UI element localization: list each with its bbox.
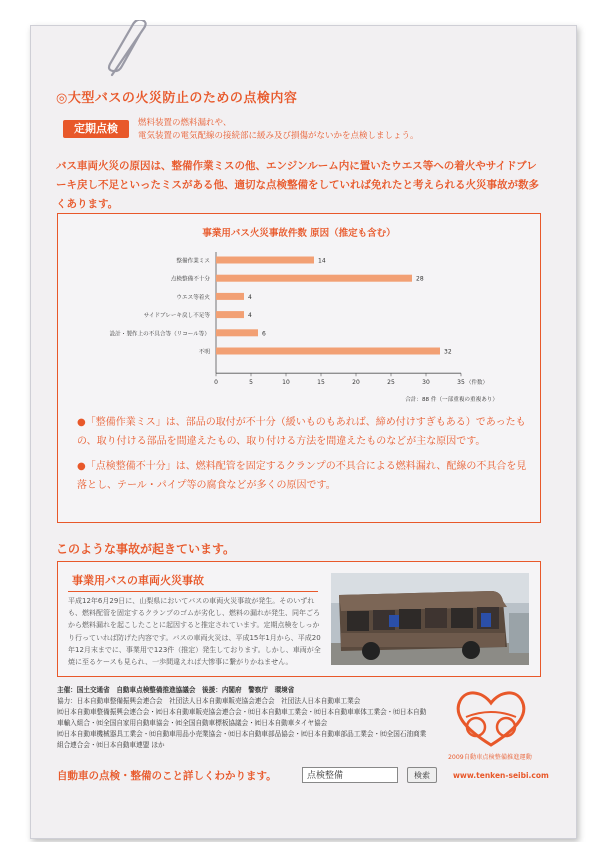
accident-title: 事業用バスの車両火災事故 xyxy=(72,574,204,587)
accident-box xyxy=(57,561,541,677)
note-maintenance-error: ●「整備作業ミス」は、部品の取付が不十分（緩いものもあれば、締め付けすぎもある）であったもの、取り付ける部品を間違えたもの、取り付ける方法を間違えたものなどが主な原因です。 xyxy=(77,417,526,447)
data-label: 4 xyxy=(248,312,252,320)
data-label: 28 xyxy=(416,275,424,283)
search-input[interactable]: 点検整備 xyxy=(302,767,398,783)
x-tick-label: 15 xyxy=(317,379,325,387)
category-label: 設計・製作上の不具合等（リコール等） xyxy=(109,331,210,338)
periodic-inspection-badge: 定期点検 xyxy=(63,120,129,138)
bar xyxy=(216,275,412,282)
paper-clip-icon xyxy=(104,20,154,80)
x-tick-label: 20 xyxy=(352,379,360,387)
category-label: ウエス等着火 xyxy=(176,294,210,301)
credits xyxy=(57,685,427,751)
x-tick-label: 10 xyxy=(282,379,290,387)
data-label: 14 xyxy=(318,257,326,265)
x-axis-unit: （件数） xyxy=(465,380,489,387)
burned-bus-photo xyxy=(331,573,529,665)
page-heading: ◎大型バスの火災防止のための点検内容 xyxy=(56,91,298,106)
category-label: 点検整備不十分 xyxy=(170,276,210,283)
campaign-name: 2009自動車点検整備推進運動 xyxy=(448,754,532,761)
bar xyxy=(216,311,244,318)
inspection-description xyxy=(138,117,419,143)
search-button[interactable]: 検索 xyxy=(407,767,437,783)
website-url[interactable]: www.tenken-seibi.com xyxy=(453,771,549,780)
x-tick-label: 35 xyxy=(457,379,465,387)
bar xyxy=(216,293,244,300)
credit-members-1: ㈳日本自動車整備振興会連合会・㈳日本自動車販売協会連合会・㈳日本自動車工業会・㈳日本自動車車体工業会・㈳日本自動車輸入組合・㈳全国自家用自動車協会・㈳全国自動車標板協議会・㈳日本自動車タイヤ協会 xyxy=(57,708,427,727)
credit-organizers: 主催：国土交通省 自動車点検整備推進協議会 後援：内閣府 警察庁 環境省 xyxy=(57,686,295,694)
campaign-heart-logo xyxy=(452,687,530,749)
total-note: 合計：88 件（一部重複の重複あり） xyxy=(405,397,498,404)
x-tick-label: 0 xyxy=(214,379,218,387)
x-tick-label: 30 xyxy=(422,379,430,387)
accident-heading: このような事故が起きています。 xyxy=(56,542,236,556)
more-info-text: 自動車の点検・整備のこと詳しくわかります。 xyxy=(57,770,277,782)
accident-title-underline xyxy=(68,591,318,592)
intro-paragraph: バス車両火災の原因は、整備作業ミスの他、エンジンルーム内に置いたウエス等への着火やサイドブレーキ戻し不足といったミスがある他、適切な点検整備をしていれば免れたと考えられる火災事故が数多くあります。 xyxy=(56,160,539,210)
chart-title: 事業用バス火災事故件数 原因（推定も含む） xyxy=(202,228,396,239)
notes xyxy=(77,413,532,501)
category-label: サイドブレーキ戻し不足等 xyxy=(143,313,210,320)
x-tick-label: 5 xyxy=(249,379,253,387)
data-label: 4 xyxy=(248,293,252,301)
category-label: 不明 xyxy=(198,349,210,356)
bar xyxy=(216,348,440,355)
category-label: 整備作業ミス xyxy=(176,258,210,265)
accident-body: 平成12年6月29日に、山梨県においてバスの車両火災事故が発生。そのいずれも、燃料配管を固定するクランプのゴムが劣化し、燃料の漏れが発生、同年ごろから燃料漏れを起こしたことに起因すると推定されています。定期点検をしっかり行っていれば防げた内容です。バスの車両火災は、平成15年1月から、平成20年12月末までに、事業用で123件（推定）発生しております。しかし、車両が全焼に至るケースも見られ、一歩間違えれば大惨事に繋がりかねません。 xyxy=(68,597,321,667)
x-tick-label: 25 xyxy=(387,379,395,387)
note-insufficient-inspection: ●「点検整備不十分」は、燃料配管を固定するクランプの不具合による燃料漏れ、配線の不具合を見落とし、テール・パイプ等の腐食などが多くの原因です。 xyxy=(77,461,527,491)
credit-cooperation: 協力：日本自動車整備振興会連合会 社団法人日本自動車販売協会連合会 社団法人日本自動車工業会 xyxy=(57,697,361,705)
bar xyxy=(216,329,258,336)
bar-chart xyxy=(58,214,540,409)
inspection-line-2: 電気装置の電気配線の接続部に緩み及び損傷がないかを点検しましょう。 xyxy=(138,131,419,141)
inspection-line-1: 燃料装置の燃料漏れや、 xyxy=(138,118,232,128)
credit-members-2: ㈳日本自動車機械器具工業会・㈳自動車用品小売業協会・㈳日本自動車部品協会・㈳日本自動車部品工業会・㈳全国石油商業組合連合会・㈳日本自動車連盟 ほか xyxy=(57,730,427,749)
data-label: 6 xyxy=(262,330,266,338)
data-label: 32 xyxy=(444,348,452,356)
bar xyxy=(216,257,314,264)
